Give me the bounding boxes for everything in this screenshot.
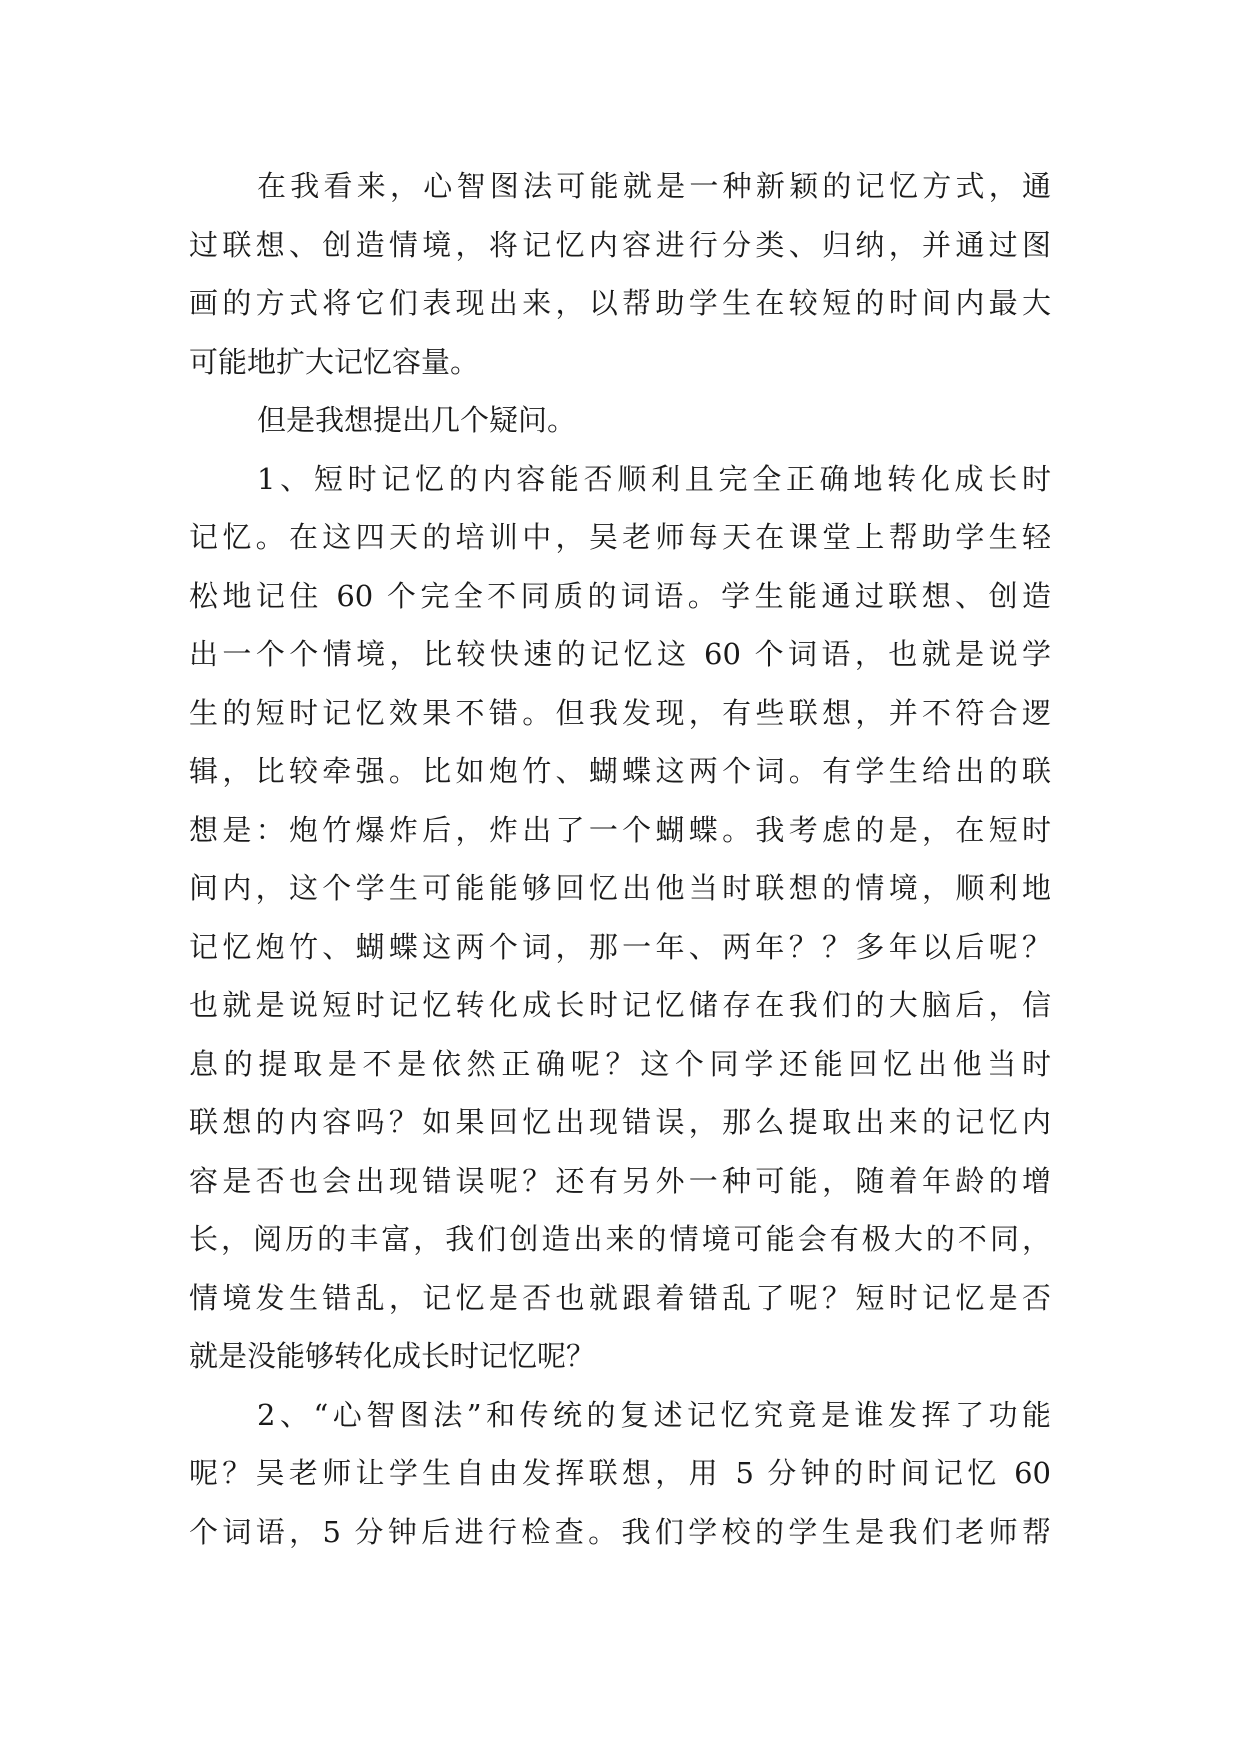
document-body — [189, 157, 1051, 1561]
text-line: 个词语，5 分钟后进行检查。我们学校的学生是我们老师帮 — [189, 1514, 1051, 1549]
text-line: 过联想、创造情境，将记忆内容进行分类、归纳，并通过图 — [189, 227, 1051, 262]
text-line: 记忆炮竹、蝴蝶这两个词，那一年、两年？？多年以后呢？ — [189, 929, 1051, 964]
text-line: 息的提取是不是依然正确呢？这个同学还能回忆出他当时 — [189, 1046, 1051, 1081]
text-line: 松地记住 60 个完全不同质的词语。学生能通过联想、创造 — [189, 578, 1051, 613]
text-line: 容是否也会出现错误呢？还有另外一种可能，随着年龄的增 — [189, 1163, 1051, 1198]
text-line: 1、短时记忆的内容能否顺利且完全正确地转化成长时 — [257, 461, 1051, 496]
text-line: 在我看来，心智图法可能就是一种新颖的记忆方式，通 — [257, 169, 1051, 203]
text-line: 情境发生错乱，记忆是否也就跟着错乱了呢？短时记忆是否 — [189, 1280, 1051, 1315]
text-line: 辑，比较牵强。比如炮竹、蝴蝶这两个词。有学生给出的联 — [189, 754, 1051, 788]
text-line: 2、“心智图法”和传统的复述记忆究竟是谁发挥了功能 — [257, 1397, 1051, 1432]
text-line: 就是没能够转化成长时记忆呢？ — [189, 1339, 596, 1373]
text-line: 间内，这个学生可能能够回忆出他当时联想的情境，顺利地 — [189, 871, 1051, 905]
text-line: 但是我想提出几个疑问。 — [257, 403, 577, 437]
paragraph-4 — [189, 1386, 1051, 1562]
text-line: 画的方式将它们表现出来，以帮助学生在较短的时间内最大 — [189, 286, 1051, 320]
text-line: 可能地扩大记忆容量。 — [189, 344, 480, 379]
text-line: 长，阅历的丰富，我们创造出来的情境可能会有极大的不同， — [189, 1222, 1051, 1256]
text-line: 想是：炮竹爆炸后，炸出了一个蝴蝶。我考虑的是，在短时 — [189, 812, 1051, 847]
paragraph-1 — [189, 157, 1051, 391]
text-line: 生的短时记忆效果不错。但我发现，有些联想，并不符合逻 — [189, 695, 1051, 730]
text-line: 也就是说短时记忆转化成长时记忆储存在我们的大脑后，信 — [189, 988, 1051, 1022]
text-line: 出一个个情境，比较快速的记忆这 60 个词语，也就是说学 — [189, 637, 1051, 671]
paragraph-2 — [189, 391, 1051, 450]
text-line: 呢？吴老师让学生自由发挥联想，用 5 分钟的时间记忆 60 — [189, 1456, 1051, 1490]
paragraph-3 — [189, 450, 1051, 1386]
text-line: 记忆。在这四天的培训中，吴老师每天在课堂上帮助学生轻 — [189, 520, 1051, 554]
text-line: 联想的内容吗？如果回忆出现错误，那么提取出来的记忆内 — [189, 1105, 1051, 1139]
